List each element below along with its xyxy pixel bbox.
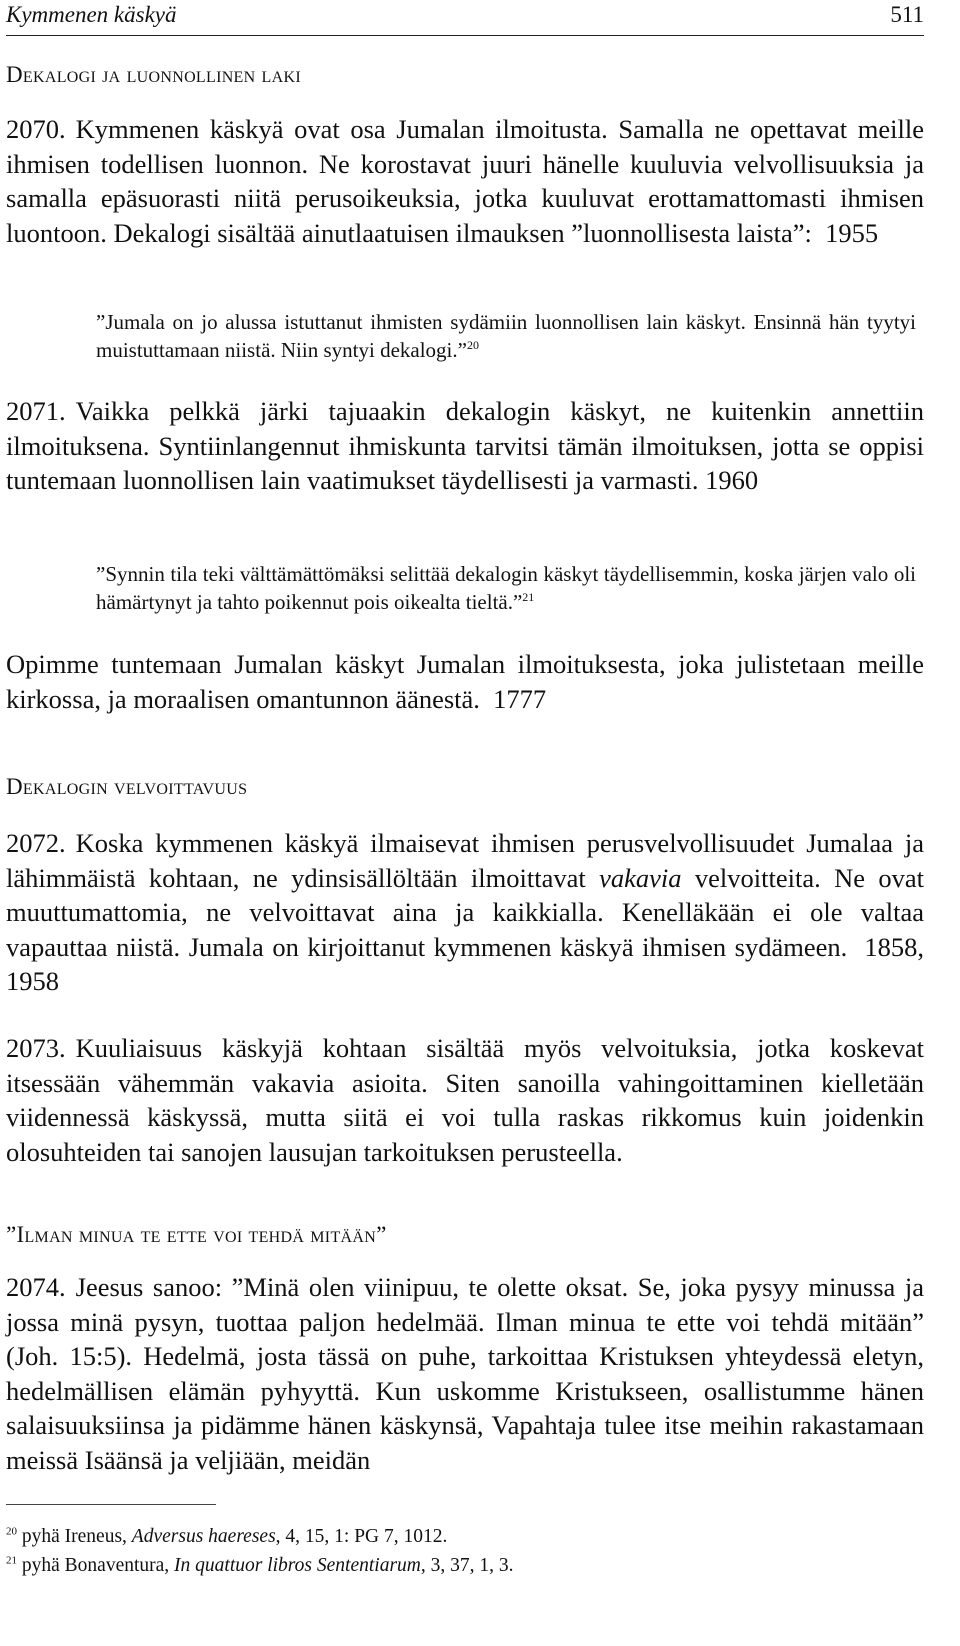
quote-text: ”Synnin tila teki välttämättömäksi selittää dekalogin käskyt täydellisemmin, koska järjen valo oli hämärtynyt ja tahto poikennut pois oikealta tieltä.” [96,562,916,614]
paragraph-continuation [6,647,924,716]
footnote-text: pyhä Ireneus, [21,1526,127,1547]
footnote-number: 21 [6,1554,17,1567]
footnote-marker: 20 [466,338,479,352]
paragraph-2072 [6,826,924,999]
footnote-marker: 21 [522,590,535,604]
quotation-bonaventure [96,560,916,616]
section-heading-dekalogi: Dekalogi ja luonnollinen laki [6,62,301,87]
paragraph-2073 [6,1031,924,1169]
cross-reference: 1960 [705,465,759,496]
emphasis-text: vakavia [599,862,682,893]
paragraph-number: 2073. [6,1033,66,1063]
paragraph-number: 2072. [6,828,66,858]
footnote-rule [6,1504,216,1505]
section-heading-ilman-minua: ”Ilman minua te ette voi tehdä mitään” [6,1222,387,1247]
paragraph-2071 [6,394,924,498]
paragraph-text: Kuuliaisuus käskyjä kohtaan sisältää myös velvoituksia, jotka koskevat itsessään vähemmän vakavia asioita. Siten sanoilla vahingoittaminen kielletään viidennessä käskyssä, mutta siitä ei voi tulla raskas rikkomus kuin joidenkin olosuhteiden tai sanojen lausujan tarkoituksen perusteella. [6,1033,924,1167]
footnote-work-title: In quattuor libros Sententiarum [174,1555,421,1576]
paragraph-text: Opimme tuntemaan Jumalan käskyt Jumalan ilmoituksesta, joka julistetaan meille kirkossa, ja moraalisen omantunnon äänestä. [6,649,924,714]
paragraph-text: Kymmenen käskyä ovat osa Jumalan ilmoitusta. Samalla ne opettavat meille ihmisen todellisen luonnon. Ne korostavat juuri hänelle kuuluvia velvollisuuksia ja samalla epäsuorasti niitä perusoikeuksia, jotka kuuluvat erottamattomasti ihmisen luontoon. Dekalogi sisältää ainutlaatuisen ilmauksen ”luonnollisesta laista”: [6,114,924,248]
footnote-text: , 3, 37, 1, 3. [420,1555,514,1576]
footnote-21 [6,1552,924,1579]
paragraph-number: 2074. [6,1272,66,1302]
cross-reference: 1955 [825,217,879,248]
running-header [6,2,924,32]
footnote-text: , 4, 15, 1: PG 7, 1012. [275,1526,448,1547]
paragraph-number: 2070. [6,114,66,144]
paragraph-text: Koska kymmenen käskyä ilmaisevat ihmisen perusvelvollisuudet Jumalaa ja lähimmäistä kohtaan, ne ydinsisällöltään ilmoittavat [6,828,924,893]
cross-reference: 1777 [493,683,547,714]
quote-text: ”Jumala on jo alussa istuttanut ihmisten sydämiin luonnollisen lain käskyt. Ensinnä hän tyytyi muistuttamaan niistä. Niin syntyi dekalogi.” [96,310,916,362]
paragraph-text: velvoitteita. Ne ovat muuttumattomia, ne velvoittavat aina ja kaikkialla. Kenelläkään ei ole valtaa vapauttaa niistä. Jumala on kirjoittanut kymmenen käskyä ihmisen sydämeen. [6,862,925,962]
page-number: 511 [890,2,924,27]
paragraph-text: Jeesus sanoo: ”Minä olen viinipuu, te olette oksat. Se, joka pysyy minussa ja jossa minä pysyn, tuottaa paljon hedelmää. Ilman minua te ette voi tehdä mitään” (Joh. 15:5). Hedelmä, josta tässä on puhe, tarkoittaa Kristuksen yhteydessä eletyn, hedelmällisen elämän pyhyyttä. Kun uskomme Kristukseen, osallistumme hänen salaisuuksiinsa ja pidämme hänen käskynsä, Vapahtaja tulee itse meihin rakastamaan meissä Isäänsä ja veljiään, meidän [6,1272,924,1475]
paragraph-text: Vaikka pelkkä järki tajuaakin dekalogin käskyt, ne kuitenkin annettiin ilmoituksena. Syntiinlangennut ihmiskunta tarvitsi tämän ilmoituksen, jotta se oppisi tuntemaan luonnollisen lain vaatimukset täydellisesti ja varmasti. [6,396,924,496]
header-rule [6,35,924,36]
running-title: Kymmenen käskyä [6,2,177,27]
cross-reference: 1858, 1958 [6,931,925,997]
paragraph-2074 [6,1270,924,1478]
section-heading-velvoittavuus: Dekalogin velvoittavuus [6,774,248,799]
footnote-20 [6,1523,924,1550]
paragraph-2070 [6,112,924,250]
footnote-number: 20 [6,1525,17,1538]
footnote-text: pyhä Bonaventura, [21,1555,170,1576]
paragraph-number: 2071. [6,396,66,426]
quotation-irenaeus [96,308,916,364]
footnote-work-title: Adversus haereses [131,1526,276,1547]
